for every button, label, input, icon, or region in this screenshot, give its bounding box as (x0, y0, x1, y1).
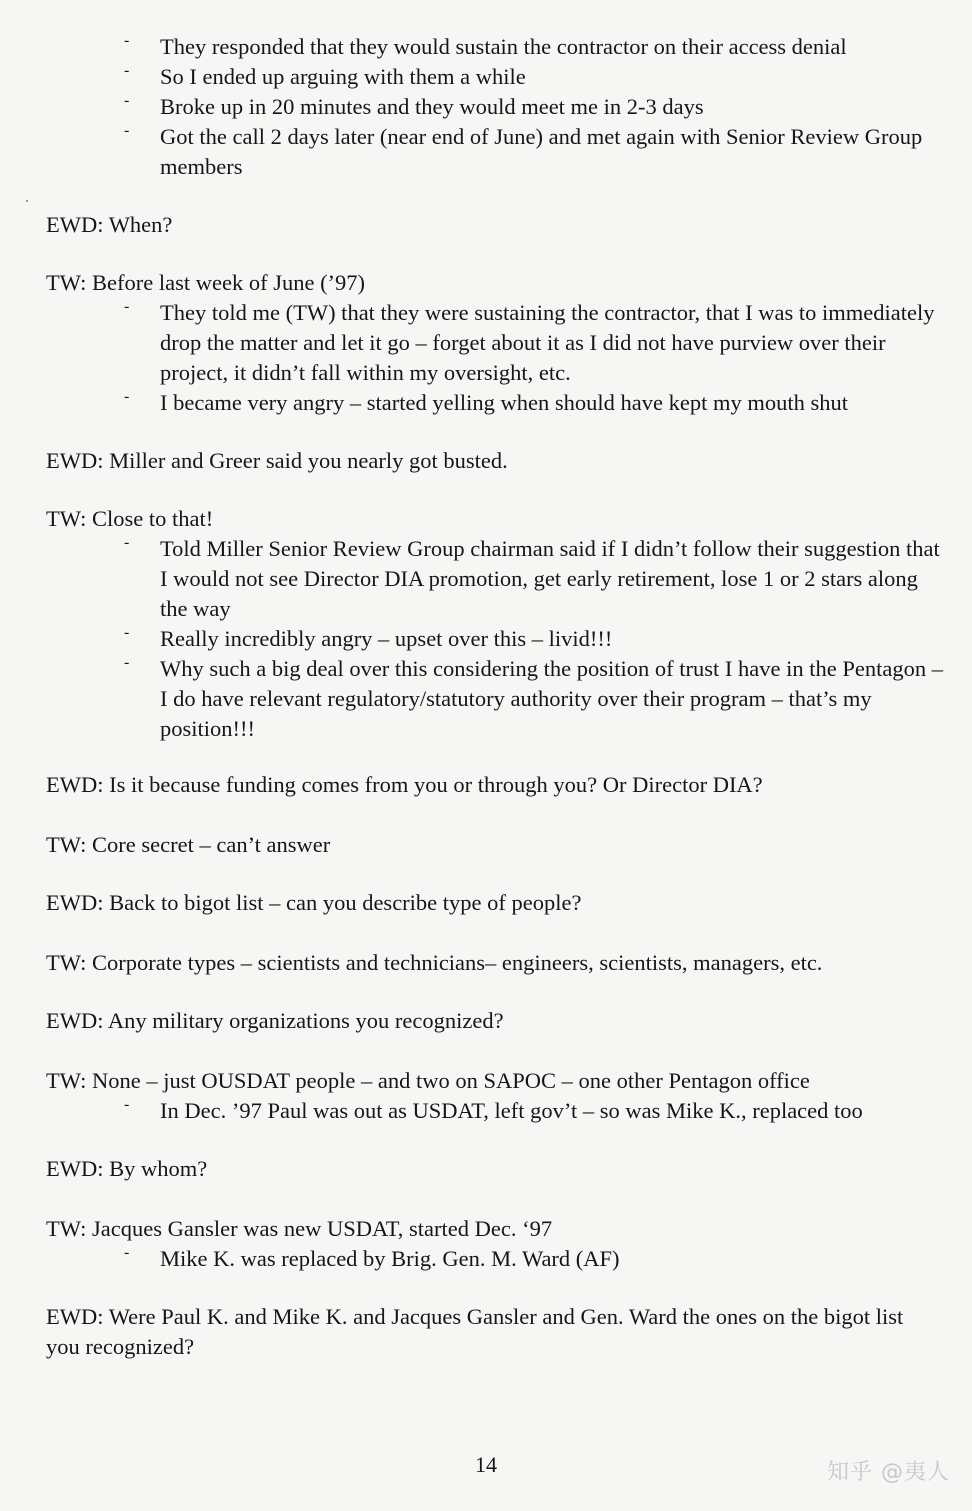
bullet-text: They told me (TW) that they were sustaining the contractor, that I was to immediately drop the matter and let it go – forget about it as I did not have purview over their project, it didn’t fall within my oversight, etc. (160, 300, 935, 385)
bullet-dash: - (124, 298, 130, 315)
bullet-dash: - (124, 32, 130, 49)
dialogue-block-0 (46, 32, 946, 182)
bullet-dash: - (124, 624, 130, 641)
dialogue-block-9 (46, 1006, 946, 1036)
speaker-line: TW: Corporate types – scientists and technicians– engineers, scientists, managers, etc. (46, 950, 823, 975)
bullet-item (46, 1096, 946, 1126)
bullet-item (46, 92, 946, 122)
dialogue-block-8 (46, 948, 946, 978)
speaker-line: EWD: When? (46, 212, 173, 237)
dialogue-block-2 (46, 268, 946, 418)
bullet-text: Really incredibly angry – upset over this – livid!!! (160, 626, 613, 651)
bullet-item (46, 32, 946, 62)
bullet-text: Got the call 2 days later (near end of June) and met again with Senior Review Group members (160, 124, 923, 179)
bullet-dash: - (124, 534, 130, 551)
speaker-line: EWD: Were Paul K. and Mike K. and Jacques Gansler and Gen. Ward the ones on the bigot list you recognized? (46, 1304, 904, 1359)
bullet-dash: - (124, 388, 130, 405)
bullet-text: Broke up in 20 minutes and they would meet me in 2-3 days (160, 94, 704, 119)
bullet-item (46, 388, 946, 418)
speaker-line: EWD: Is it because funding comes from you or through you? Or Director DIA? (46, 772, 763, 797)
watermark: 知乎 @夷人 (827, 1460, 950, 1485)
speaker-line: TW: Core secret – can’t answer (46, 832, 331, 857)
dialogue-block-10 (46, 1066, 946, 1126)
bullet-text: Told Miller Senior Review Group chairman said if I didn’t follow their suggestion that I would not see Director DIA promotion, get early retirement, lose 1 or 2 stars along the way (160, 536, 940, 621)
dialogue-block-7 (46, 888, 946, 918)
speaker-line: TW: None – just OUSDAT people – and two on SAPOC – one other Pentagon office (46, 1068, 810, 1093)
bullet-dash: - (124, 654, 130, 671)
scan-speck (26, 200, 28, 202)
bullet-text: They responded that they would sustain the contractor on their access denial (160, 34, 847, 59)
speaker-line: TW: Jacques Gansler was new USDAT, started Dec. ‘97 (46, 1216, 553, 1241)
bullet-item (46, 1244, 946, 1274)
bullet-item (46, 624, 946, 654)
bullet-item (46, 298, 946, 388)
bullet-dash: - (124, 92, 130, 109)
bullet-item (46, 62, 946, 92)
dialogue-block-1 (46, 210, 946, 240)
dialogue-block-13 (46, 1302, 946, 1362)
bullet-dash: - (124, 122, 130, 139)
bullet-item (46, 122, 946, 182)
bullet-text: Why such a big deal over this considering the position of trust I have in the Pentagon – I do have relevant regulatory/statutory authority over their program – that’s my position!!! (160, 656, 943, 741)
dialogue-block-12 (46, 1214, 946, 1274)
bullet-text: I became very angry – started yelling when should have kept my mouth shut (160, 390, 848, 415)
bullet-dash: - (124, 1244, 130, 1261)
bullet-text: Mike K. was replaced by Brig. Gen. M. Ward (AF) (160, 1246, 620, 1271)
speaker-line: EWD: Back to bigot list – can you describe type of people? (46, 890, 582, 915)
bullet-text: So I ended up arguing with them a while (160, 64, 526, 89)
dialogue-block-11 (46, 1154, 946, 1184)
speaker-line: TW: Before last week of June (’97) (46, 270, 366, 295)
speaker-line: EWD: Miller and Greer said you nearly got busted. (46, 448, 508, 473)
bullet-item (46, 654, 946, 744)
page-number: 14 (475, 1452, 497, 1477)
bullet-dash: - (124, 1096, 130, 1113)
dialogue-block-5 (46, 770, 946, 800)
speaker-line: TW: Close to that! (46, 506, 214, 531)
dialogue-block-4 (46, 504, 946, 744)
speaker-line: EWD: Any military organizations you recognized? (46, 1008, 504, 1033)
bullet-text: In Dec. ’97 Paul was out as USDAT, left gov’t – so was Mike K., replaced too (160, 1098, 863, 1123)
speaker-line: EWD: By whom? (46, 1156, 208, 1181)
dialogue-block-6 (46, 830, 946, 860)
bullet-dash: - (124, 62, 130, 79)
bullet-item (46, 534, 946, 624)
dialogue-block-3 (46, 446, 946, 476)
